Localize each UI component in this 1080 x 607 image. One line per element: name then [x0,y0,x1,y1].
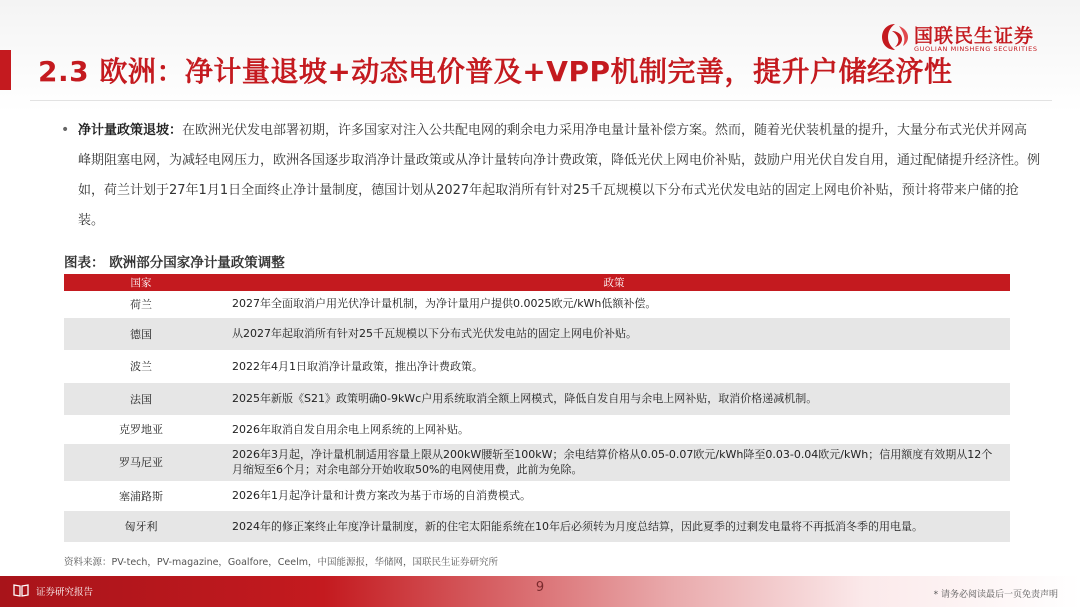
paragraph-lead: 净计量政策退坡： [78,123,183,138]
guolian-logo-icon [880,22,910,52]
policy-table [64,274,1010,543]
header-policy: 政策 [218,274,1010,291]
table-header-row [64,274,1010,291]
page-title: 2.3 欧洲：净计量退坡+动态电价普及+VPP机制完善，提升户储经济性 [38,55,953,88]
title-divider [30,100,1052,101]
disclaimer-note: * 请务必阅读最后一页免责声明 [933,590,1058,600]
table-row [64,382,1010,415]
footer-label: 证券研究报告 [36,587,94,598]
table-row [64,443,1010,481]
country-cell: 匈牙利 [64,510,218,542]
table-row [64,291,1010,317]
country-cell: 德国 [64,317,218,350]
country-cell: 波兰 [64,350,218,382]
table-row [64,350,1010,382]
country-cell: 罗马尼亚 [64,443,218,481]
country-cell: 塞浦路斯 [64,481,218,510]
page-number: 9 [535,580,545,595]
book-icon [13,583,29,597]
logo-chinese-name: 国联民生证券 [914,25,1035,47]
body-paragraph [78,116,1040,236]
policy-cell: 2027年全面取消户用光伏净计量机制，为净计量用户提供0.0025欧元/kWh低额补偿。 [218,291,1010,317]
policy-cell: 2026年取消自发自用余电上网系统的上网补贴。 [218,415,1010,443]
bullet-dot: • [61,122,70,138]
country-cell: 克罗地亚 [64,415,218,443]
table-row [64,510,1010,542]
title-accent-bar [0,50,11,90]
table-caption: 图表： 欧洲部分国家净计量政策调整 [64,255,285,271]
policy-cell: 2026年3月起，净计量机制适用容量上限从200kW腰斩至100kW；余电结算价格从0.05-0.07欧元/kWh降至0.03-0.04欧元/kWh；信用额度有效期从12个月缩短至6个月；对余电部分开始收取50%的电网使用费，此前为免除。 [218,443,1010,481]
header-country: 国家 [64,274,218,291]
country-cell: 法国 [64,382,218,415]
company-logo [880,20,1055,54]
policy-cell: 2022年4月1日取消净计量政策，推出净计费政策。 [218,350,1010,382]
policy-cell: 2024年的修正案终止年度净计量制度，新的住宅太阳能系统在10年后必须转为月度总结算，因此夏季的过剩发电量将不再抵消冬季的用电量。 [218,510,1010,542]
source-note: 资料来源：PV-tech，PV-magazine，Goalfore，Ceelm，中国能源报，华储网，国联民生证券研究所 [64,557,498,568]
table-row [64,317,1010,350]
policy-cell: 2025年新版《S21》政策明确0-9kWc户用系统取消全额上网模式，降低自发自用与余电上网补贴，取消价格递减机制。 [218,382,1010,415]
table-row [64,481,1010,510]
policy-cell: 2026年1月起净计量和计费方案改为基于市场的自消费模式。 [218,481,1010,510]
country-cell: 荷兰 [64,291,218,317]
logo-english-name: GUOLIAN MINSHENG SECURITIES [914,45,1038,53]
paragraph-text: 在欧洲光伏发电部署初期，许多国家对注入公共配电网的剩余电力采用净电量计量补偿方案。然而，随着光伏装机量的提升，大量分布式光伏并网高峰期阻塞电网，为减轻电网压力，欧洲各国逐步取消净计量政策或从净计量转向净计费政策，降低光伏上网电价补贴，鼓励户用光伏自发自用，通过配储提升经济性。例如，荷兰计划于27年1月1日全面终止净计量制度，德国计划从2027年起取消所有针对25千瓦规模以下分布式光伏发电站的固定上网电价补贴，预计将带来户储的抢装。 [78,123,1041,228]
table-row [64,415,1010,443]
policy-cell: 从2027年起取消所有针对25千瓦规模以下分布式光伏发电站的固定上网电价补贴。 [218,317,1010,350]
